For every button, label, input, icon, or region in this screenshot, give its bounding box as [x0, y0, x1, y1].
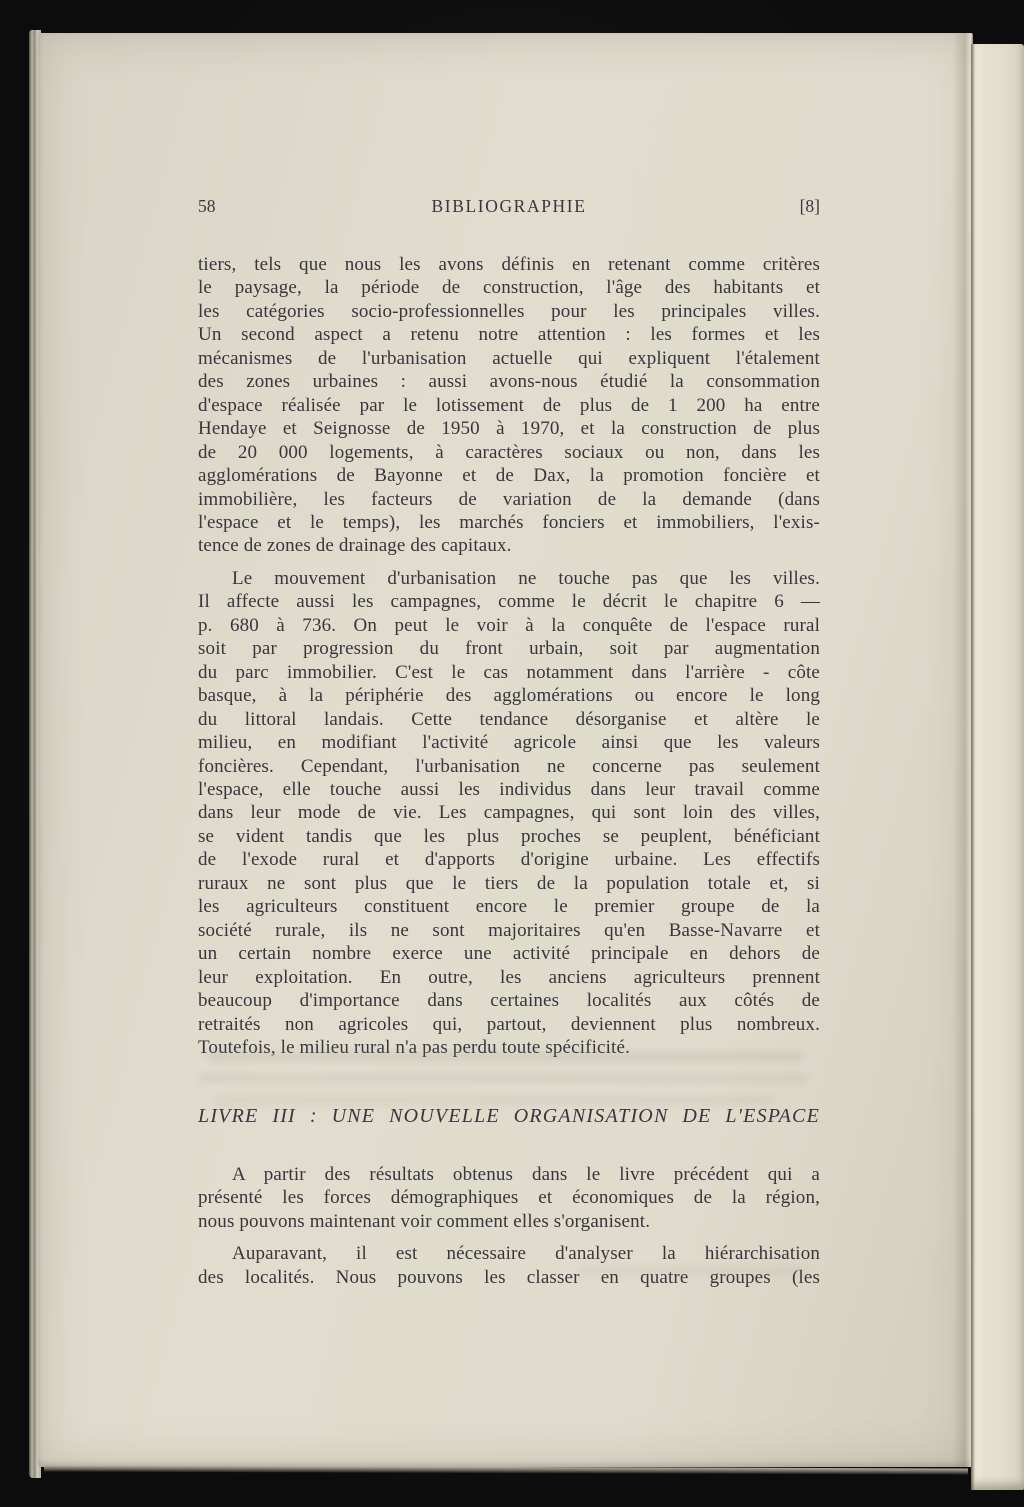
paragraph — [198, 567, 820, 1060]
text-line: ruraux ne sont plus que le tiers de la population totale et, si — [198, 872, 820, 894]
show-through-ghost — [578, 1265, 808, 1276]
text-line: basque, à la périphérie des agglomérations ou encore le long — [198, 685, 820, 707]
show-through-ghost — [214, 1095, 774, 1106]
text-line: présenté les forces démographiques et économiques de la région, — [198, 1187, 820, 1209]
text-line: les catégories socio-professionnelles pour les principales villes. — [198, 300, 820, 322]
text-line: beaucoup d'importance dans certaines localités aux côtés de — [198, 990, 820, 1012]
text-line: milieu, en modifiant l'activité agricole ainsi que les valeurs — [198, 732, 820, 754]
text-line: du parc immobilier. C'est le cas notamment dans l'arrière - côte — [198, 661, 820, 683]
text-line: l'espace, elle touche aussi les individus dans leur travail comme — [198, 778, 820, 800]
page-number: 58 — [198, 196, 216, 216]
text-line: Un second aspect a retenu notre attention : les formes et les — [198, 324, 820, 346]
header-reference: [8] — [799, 196, 820, 216]
section-heading: LIVRE III : UNE NOUVELLE ORGANISATION DE L'ESPACE — [198, 1105, 820, 1128]
text-line: Il affecte aussi les campagnes, comme le décrit le chapitre 6 — — [198, 591, 820, 613]
text-line: Hendaye et Seignosse de 1950 à 1970, et la construction de plus — [198, 418, 820, 440]
text-line: retraités non agricoles qui, partout, deviennent plus nombreux. — [198, 1013, 820, 1035]
page-header — [198, 196, 820, 217]
text-line: A partir des résultats obtenus dans le livre précédent qui a — [232, 1163, 820, 1185]
text-line: nous pouvons maintenant voir comment elles s'organisent. — [198, 1210, 651, 1232]
text-line: p. 680 à 736. On peut le voir à la conquête de l'espace rural — [198, 614, 820, 636]
text-line: de l'exode rural et d'apports d'origine urbaine. Les effectifs — [198, 849, 820, 871]
text-line: les agriculteurs constituent encore le premier groupe de la — [198, 896, 820, 918]
text-line: soit par progression du front urbain, soit par augmentation — [198, 638, 820, 660]
text-line: Le mouvement d'urbanisation ne touche pas que les villes. — [232, 567, 820, 589]
text-line: le paysage, la période de construction, l'âge des habitants et — [198, 277, 820, 299]
text-line: immobilière, les facteurs de variation de la demande (dans — [198, 488, 820, 510]
text-line: Auparavant, il est nécessaire d'analyser la hiérarchisation — [232, 1243, 820, 1265]
text-column — [198, 253, 820, 1289]
book-page — [38, 33, 973, 1467]
text-line: des localités. Nous pouvons les classer en quatre groupes (les — [198, 1266, 820, 1288]
running-title: BIBLIOGRAPHIE — [431, 196, 587, 216]
text-line: Toutefois, le milieu rural n'a pas perdu toute spécificité. — [198, 1036, 630, 1058]
paragraph — [198, 253, 820, 558]
text-line: agglomérations de Bayonne et de Dax, la promotion foncière et — [198, 465, 820, 487]
text-line: leur exploitation. En outre, les anciens agriculteurs prennent — [198, 966, 820, 988]
text-line: tiers, tels que nous les avons définis en retenant comme critères — [198, 254, 820, 275]
text-line: dans leur mode de vie. Les campagnes, qui sont loin des villes, — [198, 802, 820, 824]
text-line: d'espace réalisée par le lotissement de plus de 1 200 ha entre — [198, 394, 820, 416]
next-page-edge — [971, 44, 1024, 1490]
show-through-ghost — [206, 1051, 802, 1062]
text-line: un certain nombre exerce une activité principale en dehors de — [198, 943, 820, 965]
text-line: se vident tandis que les plus proches se peuplent, bénéficiant — [198, 825, 820, 847]
text-line: mécanismes de l'urbanisation actuelle qui expliquent l'étalement — [198, 347, 820, 369]
paragraph — [198, 1163, 820, 1233]
text-line: de 20 000 logements, à caractères sociaux ou non, dans les — [198, 441, 820, 463]
text-line: l'espace et le temps), les marchés fonciers et immobiliers, l'exis- — [198, 511, 820, 533]
text-line: société rurale, ils ne sont majoritaires qu'en Basse-Navarre et — [198, 919, 820, 941]
text-line: du littoral landais. Cette tendance désorganise et altère le — [198, 708, 820, 730]
text-line: foncières. Cependant, l'urbanisation ne concerne pas seulement — [198, 755, 820, 777]
show-through-ghost — [198, 1073, 808, 1084]
text-line: tence de zones de drainage des capitaux. — [198, 535, 512, 557]
text-line: des zones urbaines : aussi avons-nous étudié la consommation — [198, 371, 820, 393]
